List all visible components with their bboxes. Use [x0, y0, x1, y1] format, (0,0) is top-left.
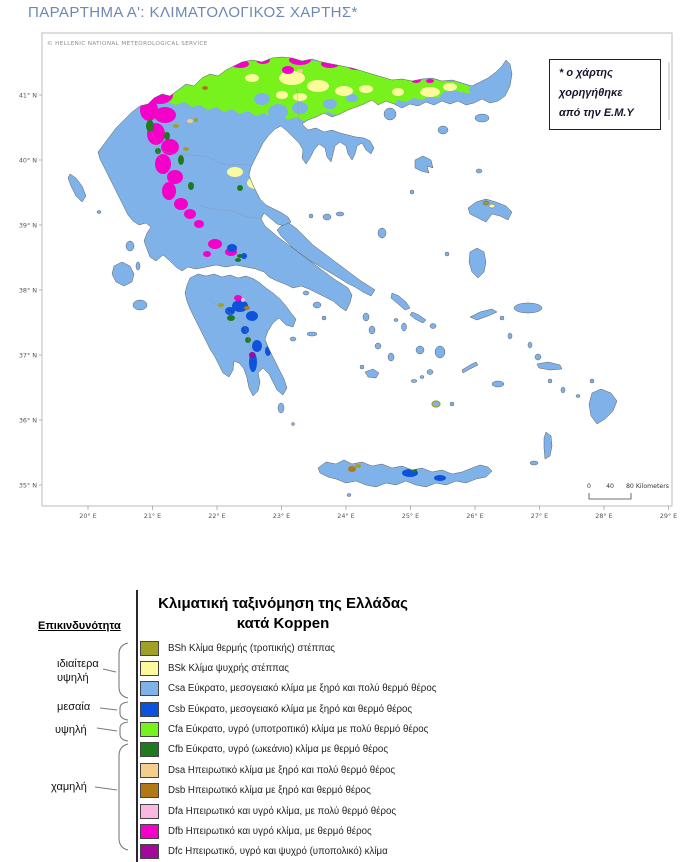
legend-item	[140, 641, 436, 655]
scale-eighty: 80 Kilometers	[626, 483, 669, 490]
scale-forty: 40	[606, 483, 614, 490]
legend-item	[140, 784, 436, 798]
legend-item	[140, 723, 436, 737]
legend-item	[140, 682, 436, 696]
legend-item-label: Csa Εύκρατο, μεσογειακό κλίμα με ξηρό και πολύ θερμό θέρος	[168, 683, 437, 695]
legend-swatch	[140, 804, 159, 819]
risk-level-high: υψηλή	[55, 724, 87, 736]
lon-label: 20° E	[79, 512, 97, 520]
lat-label: 38° N	[18, 286, 37, 295]
legend-swatch	[140, 702, 159, 717]
legend-item-label: BSh Κλίμα θερμής (τροπικής) στέππας	[168, 642, 335, 654]
legend-swatch	[140, 844, 159, 859]
risk-level-low: χαμηλή	[51, 781, 87, 793]
legend-item-label: Cfa Εύκρατο, υγρό (υποτροπικό) κλίμα με πολύ θερμό θέρος	[168, 724, 429, 736]
longitude-axis	[79, 506, 677, 520]
page-title: ΠΑΡΑΡΤΗΜΑ Α': ΚΛΙΜΑΤΟΛΟΓΙΚΟΣ ΧΑΡΤΗΣ*	[28, 4, 358, 21]
map-copyright: © HELLENIC NATIONAL METEOROLOGICAL SERVICE	[47, 41, 208, 47]
legend-items	[140, 641, 436, 859]
lon-label: 28° E	[595, 512, 613, 520]
legend-item-label: Cfb Εύκρατο, υγρό (ωκεάνιο) κλίμα με θερμό θέρος	[168, 744, 388, 756]
legend-item-label: Dfc Ηπειρωτικό, υγρό και ψυχρό (υποπολικό) κλίμα	[168, 846, 388, 858]
lon-label: 22° E	[208, 512, 226, 520]
note-line: χορηγήθηκε	[559, 87, 623, 99]
legend-item	[140, 825, 436, 839]
lat-label: 36° N	[18, 416, 37, 425]
legend-item	[140, 743, 436, 757]
lon-label: 24° E	[337, 512, 355, 520]
legend-item	[140, 845, 436, 859]
legend-title-line2: κατά Koppen	[236, 614, 330, 632]
legend-item-label: Dsb Ηπειρωτικό κλίμα με ξηρό και θερμό θέρος	[168, 785, 371, 797]
lat-label: 40° N	[18, 156, 37, 165]
latitude-axis	[19, 92, 42, 490]
legend-title	[139, 594, 427, 633]
legend-item-label: Dsa Ηπειρωτικό κλίμα με ξηρό και πολύ θερμό θέρος	[168, 764, 396, 776]
lat-label: 35° N	[18, 481, 37, 490]
legend-item-label: Dfb Ηπειρωτικό και υγρό κλίμα, με θερμό θέρος	[168, 826, 372, 838]
note-line: από την Ε.Μ.Υ	[559, 107, 634, 119]
lat-label: 41° N	[18, 91, 37, 100]
lon-label: 26° E	[466, 512, 484, 520]
note-line: * ο χάρτης	[559, 67, 613, 79]
legend-item	[140, 661, 436, 675]
legend-swatch	[140, 742, 159, 757]
legend-swatch	[140, 661, 159, 676]
legend-item	[140, 804, 436, 818]
lon-label: 25° E	[401, 512, 420, 520]
legend-swatch	[140, 641, 159, 656]
lat-label: 37° N	[18, 351, 37, 360]
page-edge-artifact	[668, 62, 670, 120]
scale-zero: 0	[587, 483, 591, 490]
lon-label: 21° E	[143, 512, 162, 520]
legend-title-line1: Κλιματική ταξινόμηση της Ελλάδας	[158, 595, 408, 612]
lat-label: 39° N	[18, 221, 37, 230]
risk-level-very-high: ιδιαίτερα υψηλή	[57, 658, 99, 684]
legend-swatch	[140, 763, 159, 778]
legend-swatch	[140, 722, 159, 737]
legend-swatch	[140, 681, 159, 696]
legend-item-label: Csb Εύκρατο, μεσογειακό κλίμα με ξηρό και θερμό θέρος	[168, 703, 413, 715]
legend-item-label: Dfa Ηπειρωτικό και υγρό κλίμα, με πολύ θερμό θέρος	[168, 805, 397, 817]
risk-level-medium: μεσαία	[57, 701, 91, 713]
legend-swatch	[140, 783, 159, 798]
lon-label: 29° E	[659, 512, 678, 520]
legend-swatch	[140, 824, 159, 839]
risk-heading: Επικινδυνότητα	[38, 620, 121, 632]
lon-label: 27° E	[530, 512, 549, 520]
map-source-note	[549, 59, 661, 130]
legend-item	[140, 763, 436, 777]
legend-item	[140, 702, 436, 716]
lon-label: 23° E	[272, 512, 291, 520]
legend-item-label: BSk Κλίμα ψυχρής στέππας	[168, 662, 289, 674]
